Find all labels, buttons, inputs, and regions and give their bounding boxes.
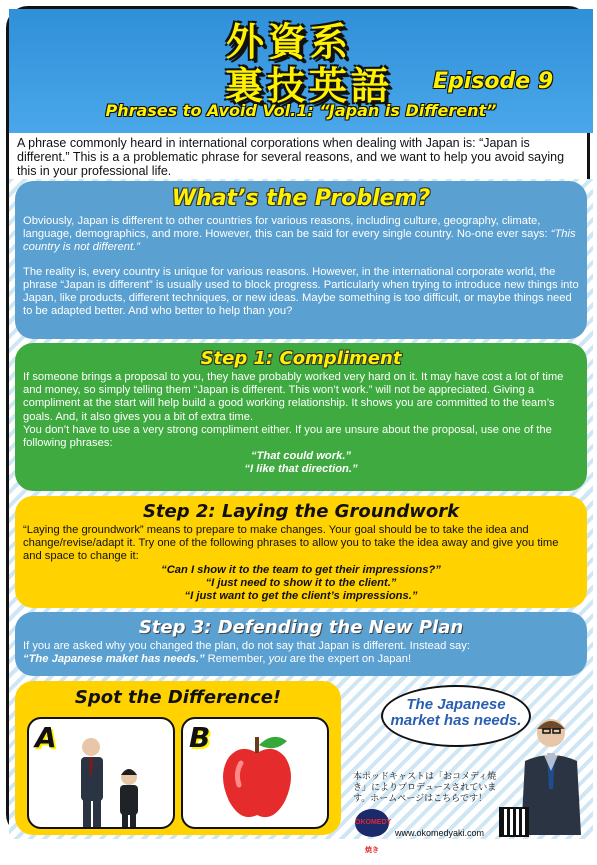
panel-a	[27, 717, 175, 829]
subtitle: Phrases to Avoid Vol.1: “Japan is Different”	[105, 101, 497, 120]
speech-bubble: The Japanese market has needs.	[381, 685, 531, 747]
website-link[interactable]: www.okomedyaki.com	[395, 828, 485, 838]
step1-phrase: “That could work.”	[250, 450, 352, 463]
step2-title: Step 2: Laying the Groundwork	[142, 501, 460, 522]
step1-title: Step 1: Compliment	[200, 348, 402, 369]
step3-paragraph-1: If you are asked why you changed the plan, do not say that Japan is different. Instead say:	[23, 640, 470, 652]
step2-section	[15, 496, 587, 608]
step1-paragraph-1: If someone brings a proposal to you, they have probably worked very hard on it. It may have cost a lot of time and money, so simply telling them “Japan is different. This won’t work.” will not be appreciated. Giving a compliment at the start will help build a good working relationship. It shows you are committed to the team’s goals. And, it also gives you a bit of extra time.	[23, 371, 564, 423]
problem-title: What’s the Problem?	[171, 186, 431, 211]
jp-title-line2: 裏技英語	[224, 64, 393, 108]
problem-paragraph-1: Obviously, Japan is different to other countries for various reasons, including culture, geography, climate, language, demographics, and more. However, this can be said for every single country. No-one ever says: “This country is not different.”	[23, 215, 576, 254]
poster	[6, 6, 590, 854]
step2-paragraph: “Laying the groundwork” means to prepare to make changes. Your goal should be to take the idea and change/revise/adapt it. Try one of the following phrases to allow you to take the idea away and give you time and space to change it:	[23, 524, 559, 563]
intro-text: A phrase commonly heard in international corporations when dealing with Japan is: “Japan is different.” This is a a problematic phrase for several reasons, and we want to help you avoid saying this in your professional life.	[17, 136, 585, 178]
episode-label: Episode 9	[433, 69, 554, 94]
apple-illustration	[183, 719, 331, 831]
step1-paragraph-2: You don’t have to use a very strong compliment either. If you are unsure about the proposal, use one of the following phrases:	[23, 423, 552, 450]
business-people-illustration	[29, 719, 177, 831]
step3-quote: “The Japanese maket has needs.”	[23, 653, 205, 666]
step1-phrase: “I like that direction.”	[244, 463, 358, 476]
problem-quote: “This country is not different.”	[23, 228, 576, 254]
panel-b-label: B	[189, 721, 211, 754]
step2-phrase: “I just need to show it to the client.”	[205, 576, 397, 589]
problem-section	[15, 181, 587, 339]
spot-the-difference	[15, 681, 341, 835]
problem-paragraph-2: The reality is, every country is unique for various reasons. However, in the international corporate world, the phrase “Japan is different” is usually used to block progress. Particularly when trying to introduce new things into Japan, like products, different techniques, or new ideas. Maybe something is too difficult, or maybe things need to be adapted better. And who better to help than you?	[23, 265, 579, 318]
qr-code[interactable]	[499, 807, 529, 837]
panel-a-label: A	[35, 721, 57, 754]
step1-section	[15, 343, 587, 491]
step3-title: Step 3: Defending the New Plan	[138, 617, 464, 638]
step3-paragraph-2: “The Japanese maket has needs.” Remember, you are the expert on Japan!	[23, 653, 412, 666]
podcast-credit: 本ポッドキャストは「おコメディ焼き」によりプロデュースされています。ホームページはこちらです！	[353, 771, 497, 803]
spot-title: Spot the Difference!	[74, 687, 282, 708]
step2-phrase: “Can I show it to the team to get their impressions?”	[161, 563, 441, 576]
step2-phrase: “I just want to get the client’s impressions.”	[184, 590, 418, 603]
okomedy-logo: OKOMEDY 焼き	[355, 809, 389, 837]
jp-title-line1: 外資系	[225, 20, 352, 64]
header	[9, 9, 593, 133]
step3-section	[15, 612, 587, 676]
panel-b	[181, 717, 329, 829]
